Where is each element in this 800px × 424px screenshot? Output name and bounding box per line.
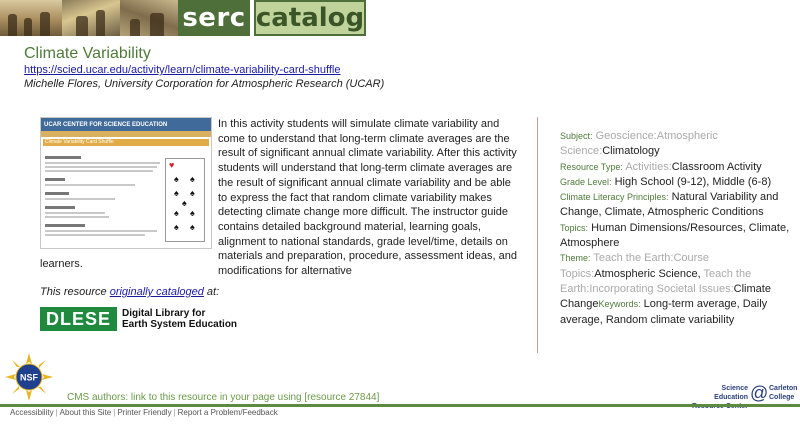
footer-link-accessibility[interactable]: Accessibility bbox=[10, 408, 54, 417]
thumbnail-heading: Climate Variability Card Shuffle bbox=[45, 139, 114, 145]
originally-cataloged-line bbox=[40, 286, 219, 298]
serc-home-link[interactable]: serc bbox=[178, 0, 250, 36]
nsf-logo-text: NSF bbox=[20, 372, 38, 383]
climate-literacy-label: Climate Literacy Principles: bbox=[560, 192, 669, 203]
subject-path-link[interactable]: Geoscience:Atmospheric Science: bbox=[560, 130, 718, 158]
banner-photo-1 bbox=[0, 0, 62, 36]
dlese-logo-link[interactable] bbox=[40, 306, 237, 332]
theme-path-1-link[interactable]: Teach the Earth:Course Topics: bbox=[560, 252, 709, 280]
resource-type-label: Resource Type: bbox=[560, 161, 623, 172]
dlese-logo-text bbox=[122, 308, 237, 330]
topics-value-link[interactable]: Human Dimensions/Resources, Climate, Atmosphere bbox=[560, 221, 790, 250]
header-banner bbox=[0, 0, 366, 36]
resource-type-path-link[interactable]: Activities: bbox=[625, 160, 672, 173]
carleton-line-2: College bbox=[769, 394, 795, 401]
cataloged-prefix: This resource bbox=[40, 286, 110, 298]
footer-link-about[interactable]: About this Site bbox=[59, 408, 112, 417]
subject-label: Subject: bbox=[560, 131, 593, 141]
theme-path-2-link[interactable]: Teach the Earth:Incorporating Societal Issues: bbox=[560, 267, 752, 295]
nsf-logo bbox=[4, 352, 54, 402]
resource-thumbnail bbox=[40, 117, 212, 249]
keywords-value: Long-term average, Daily average, Random climate variability bbox=[560, 298, 768, 326]
column-divider bbox=[537, 117, 538, 353]
carleton-college-link[interactable] bbox=[769, 384, 797, 402]
catalog-home-link[interactable]: catalog bbox=[254, 0, 366, 36]
dlese-logo-line-1: Digital Library for bbox=[122, 308, 206, 319]
grade-level-label: Grade Level: bbox=[560, 176, 612, 187]
footer-link-report-problem[interactable]: Report a Problem/Feedback bbox=[177, 408, 278, 417]
theme-value-2-link[interactable]: Climate Change bbox=[560, 282, 771, 311]
originally-cataloged-link[interactable]: originally cataloged bbox=[109, 286, 204, 298]
resource-type-value-link[interactable]: Classroom Activity bbox=[671, 160, 762, 173]
playing-card-image: ♥ ♠ ♠ ♠ ♠ ♠ ♠ ♠ ♠ ♠ bbox=[165, 158, 205, 242]
subject-value-link[interactable]: Climatology bbox=[602, 145, 660, 158]
grade-level-value-link[interactable]: High School (9-12), Middle (6-8) bbox=[614, 175, 772, 188]
carleton-line-1: Carleton bbox=[769, 385, 798, 392]
banner-photo-2 bbox=[62, 0, 120, 36]
thumbnail-header bbox=[41, 118, 211, 131]
resource-author: Michelle Flores, University Corporation for Atmospheric Research (UCAR) bbox=[24, 78, 385, 90]
dlese-logo-line-2: Earth System Education bbox=[122, 319, 238, 330]
thumbnail-logo: UCAR CENTER FOR SCIENCE EDUCATION bbox=[44, 121, 168, 128]
page-title: Climate Variability bbox=[24, 45, 151, 62]
cataloged-suffix: at: bbox=[203, 286, 220, 298]
resource-description-tail: learners. bbox=[40, 258, 83, 270]
footer-green-bar bbox=[0, 404, 800, 407]
theme-value-1-link[interactable]: Atmospheric Science, bbox=[594, 267, 704, 280]
resource-description: In this activity students will simulate climate variability and come to understand that long-term climate averages are the result of significant annual climate variability. After this activity students will understand that long-term climate averages are the result of significant annual climate variability and be able to express the fact that random climate variability makes detecting climate change more difficult. The instructor guide contains detailed background material, learning goals, alignment to national standards, grade level/time, details on materials and preparation, procedure, assessment ideas, and modifications for alternative bbox=[218, 118, 518, 278]
footer-links: Accessibility | About this Site | Printer Friendly | Report a Problem/Feedback bbox=[10, 408, 278, 417]
thumbnail-heading-bar bbox=[43, 139, 209, 146]
at-symbol: @ bbox=[750, 383, 769, 403]
theme-label: Theme: bbox=[560, 253, 591, 264]
resource-url-link[interactable]: https://scied.ucar.edu/activity/learn/climate-variability-card-shuffle bbox=[24, 64, 341, 76]
climate-literacy-value-link[interactable]: Natural Variability and Change, Climate, Atmospheric Conditions bbox=[560, 191, 779, 219]
banner-photo-3 bbox=[120, 0, 178, 36]
topics-label: Topics: bbox=[560, 222, 589, 233]
footer-link-printer-friendly[interactable]: Printer Friendly bbox=[117, 408, 172, 417]
serc-footer-line-1: Science Education bbox=[714, 385, 748, 401]
keywords-label: Keywords: bbox=[598, 299, 641, 310]
dlese-logo-mark: DLESE bbox=[40, 307, 117, 331]
resource-metadata bbox=[560, 129, 792, 328]
cms-author-note: CMS authors: link to this resource in your page using [resource 27844] bbox=[67, 392, 380, 403]
